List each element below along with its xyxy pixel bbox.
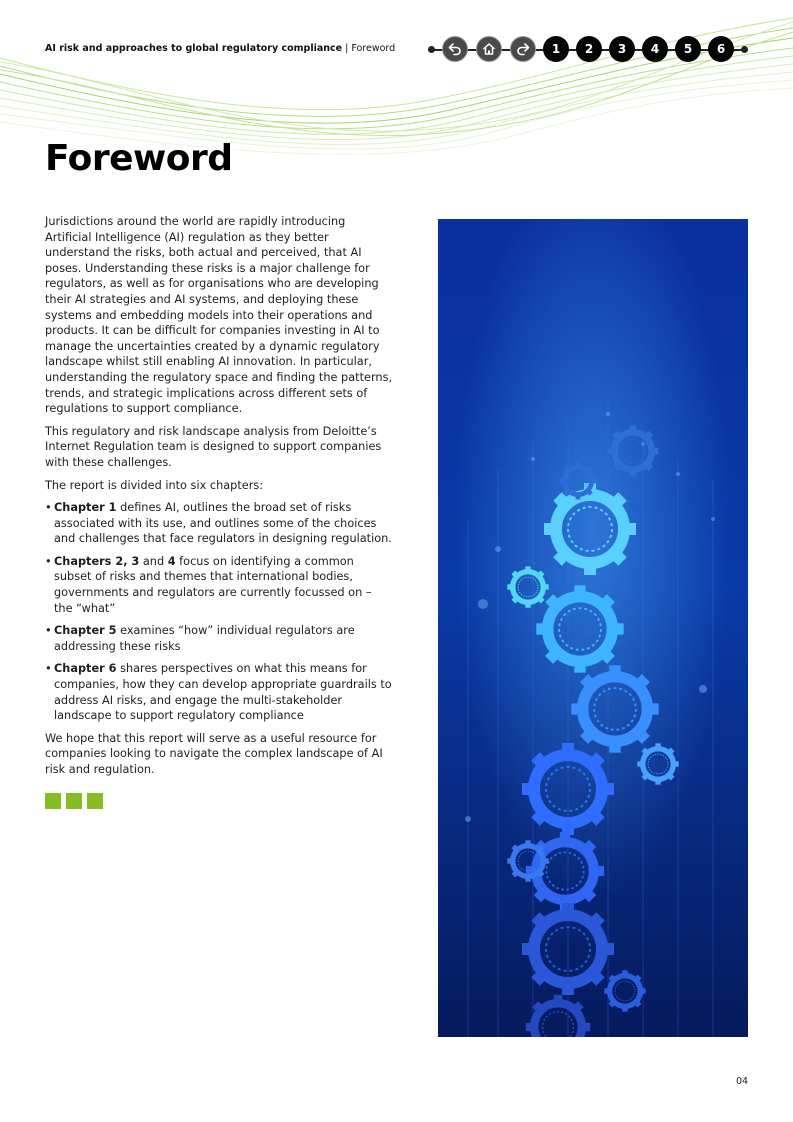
- closing-paragraph: We hope that this report will serve as a useful resource for companies looking to navigate the complex landscape of AI risk and regulation.: [45, 731, 383, 776]
- list-item: • Chapter 6 shares perspectives on what this means for companies, how they can develop appropriate guardrails to address AI risks, and engage the multi-stakeholder landscape to support regulatory compliance: [45, 661, 393, 723]
- forward-button[interactable]: [510, 36, 536, 62]
- home-button[interactable]: [476, 36, 502, 62]
- chapter-4-button[interactable]: 4: [642, 36, 668, 62]
- green-squares-decoration: [45, 793, 103, 809]
- analysis-paragraph: This regulatory and risk landscape analysis from Deloitte’s Internet Regulation team is designed to support companies with these challenges.: [45, 424, 382, 469]
- green-square: [87, 793, 103, 809]
- chapter-3-button[interactable]: 3: [609, 36, 635, 62]
- chapter-5-button[interactable]: 5: [675, 36, 701, 62]
- nav-end-dot: [741, 46, 748, 53]
- green-square: [45, 793, 61, 809]
- gears-illustration: [438, 219, 748, 1037]
- page-title: Foreword: [45, 138, 233, 179]
- back-arrow-icon: [447, 41, 463, 57]
- intro-paragraph: Jurisdictions around the world are rapidly introducing Artificial Intelligence (AI) regulation as they better understand the risks, both actual and perceived, that AI poses. Understanding these risks is a major challenge for regulators, as well as for organisations who are developing their AI strategies and AI systems, and deploying these systems and embedding models into their operations and products. It can be difficult for companies investing in AI to manage the uncertainties created by a dynamic regulatory landscape whilst still enabling AI innovation. In particular, understanding the regulatory space and finding the patterns, trends, and strategic implications across different sets of regulations to support compliance.: [45, 215, 393, 416]
- chapter-2-button[interactable]: 2: [576, 36, 602, 62]
- report-title: AI risk and approaches to global regulatory compliance: [45, 43, 343, 54]
- running-header: [45, 43, 395, 55]
- header-section: Foreword: [351, 43, 396, 54]
- green-square: [66, 793, 82, 809]
- chapter-6-button[interactable]: 6: [708, 36, 734, 62]
- chapter-list: [45, 500, 393, 724]
- chapters-intro: The report is divided into six chapters:: [45, 478, 264, 492]
- page-number: 04: [736, 1076, 749, 1087]
- forward-arrow-icon: [515, 41, 531, 57]
- chapter-1-button[interactable]: 1: [543, 36, 569, 62]
- list-item: • Chapter 5 examines “how” individual regulators are addressing these risks: [45, 623, 393, 654]
- list-item: • Chapter 1 defines AI, outlines the broad set of risks associated with its use, and outlines some of the choices and challenges that face regulators in designing regulation.: [45, 500, 393, 547]
- header-separator: |: [345, 43, 349, 54]
- back-button[interactable]: [442, 36, 468, 62]
- list-item: • Chapters 2, 3 and 4 focus on identifying a common subset of risks and themes that international bodies, governments and regulators are currently focussed on – the “what”: [45, 554, 393, 616]
- home-icon: [481, 41, 497, 57]
- body-text: [45, 214, 393, 785]
- chapter-navigation: [428, 35, 748, 65]
- nav-end-dot: [428, 46, 435, 53]
